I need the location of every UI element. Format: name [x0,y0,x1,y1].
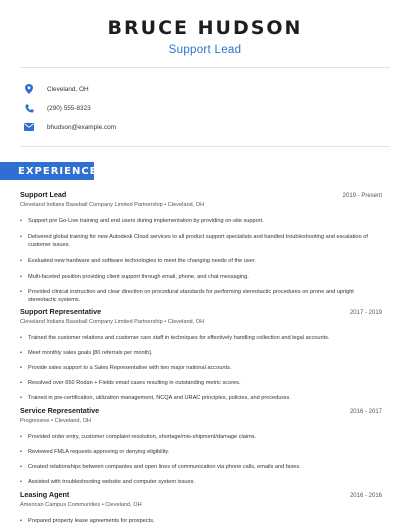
list-item: • Provide sales support to a Sales Representative with two major national accounts. [20,364,382,372]
job-company: Cleveland Indians Baseball Company Limited Partnership • Cleveland, OH [20,202,205,208]
candidate-name: BRUCE HUDSON [107,17,303,39]
job-title: Leasing Agent [20,490,70,499]
list-item: • Evaluated new hardware and software technologies to meet the changing needs of the user. [20,257,382,265]
list-item: • Meet monthly sales goals [80 referrals per month]. [20,349,382,357]
phone-icon [22,101,36,115]
resume-header [0,0,410,56]
job-company: American Campus Communities • Cleveland, OH [20,502,142,508]
job-entry [20,406,382,485]
list-item: • Trained in pre-certification, utilization management, NCQA and URAC principles, policies, and procedures. [20,394,382,402]
job-entry [20,490,382,524]
job-dates: 2019 - Present [342,193,382,199]
job-dates: 2017 - 2019 [349,310,382,316]
experience-heading: EXPERIENCE [0,162,94,180]
list-item: • Multi-faceted position providing client support through email, phone, and chat messaging. [20,273,382,281]
job-dates: 2016 - 2017 [349,409,382,415]
job-dates: 2016 - 2016 [349,493,382,499]
job-title: Service Representative [20,406,100,415]
contact-location [20,80,116,98]
job-title: Support Lead [20,190,67,199]
list-item: • Prepared property lease agreements for prospects. [20,517,382,525]
divider [20,67,390,68]
job-company: Cleveland Indians Baseball Company Limited Partnership • Cleveland, OH [20,319,205,325]
divider [20,146,390,147]
job-company: Progressive • Cleveland, OH [20,418,91,424]
contact-email [20,118,116,136]
contact-block [20,80,116,137]
list-item: • Created relationships between companies and open lines of communication via phone calls, emails and faxes. [20,463,382,471]
list-item: • Provided clinical instruction and clear direction on procedural standards for performing stereotactic procedures on prone and upright stereotactic systems. [20,288,382,305]
candidate-title: Support Lead [168,44,242,56]
list-item: • Trained the customer relations and customer care staff in techniques for effectively handling collection and legal accounts. [20,334,382,342]
list-item: • Reviewed FMLA requests approving or denying eligibility. [20,448,382,456]
list-item: • Resolved over 650 Rodan + Fields email cases resulting in outstanding metric scores. [20,379,382,387]
location-pin-icon [22,82,36,96]
email-text: bhudson@example.com [47,123,117,131]
list-item: • Delivered global training for new Autodesk Cloud services to all product support specialists and handled troubleshooting and escalation of customer issues. [20,233,382,250]
job-entry [20,307,382,401]
list-item: • Support pre Go-Live training and end users during implementation by providing on-site support. [20,217,382,225]
location-text: Cleveland, OH [47,85,89,93]
list-item: • Provided order entry, customer complaint resolution, shortage/mis-shipment/damage claims. [20,433,382,441]
email-icon [22,120,36,134]
contact-phone [20,99,116,117]
job-title: Support Representative [20,307,102,316]
phone-text: (290) 555-8323 [47,104,91,112]
job-entry [20,190,382,304]
list-item: • Assisted with troubleshooting website and computer system issues. [20,478,382,486]
